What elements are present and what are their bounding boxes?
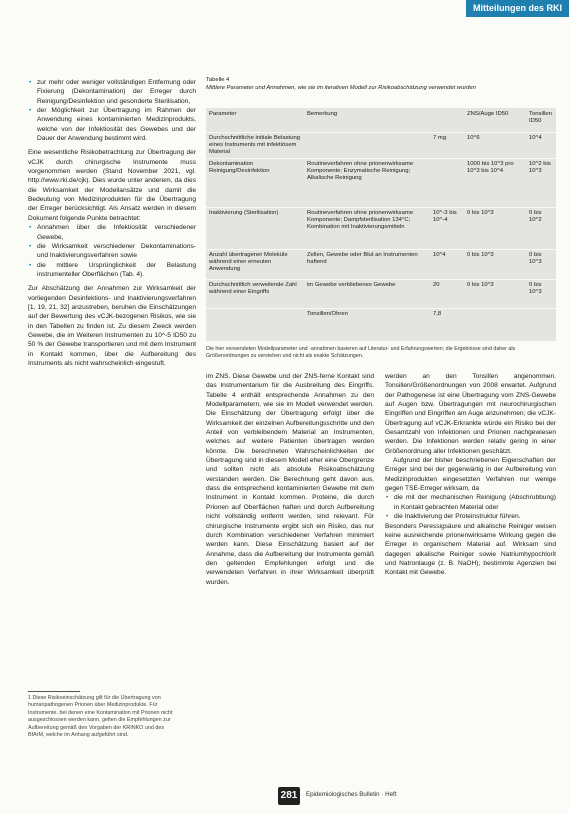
table-row: Inaktivierung (Sterilisation) Routineverfahren ohne prionenwirksame Komponente; Dampfsterilisation 134°C; Kombination mit Inaktivierungsmitteln 10^-3 bis 10^-4 0 bis 10^3 0 bis 10^2 (206, 208, 556, 250)
intro-paragraph: Eine wesentliche Risikobetrachtung zur Übertragung der vCJK durch chirurgische Instrumente muss vorgenommen werden (Stand November 2021, vgl. http://www.rki.de/cjk). Dies wurde unter anderem, da dies die Wirksamkeit der Modellansätze und damit die Bedeutung von Medizinprodukten für die Übertragung der Erreger berücksichtigt. Als Ansatz werden in diesem Dokument folgende Punkte betrachtet: (28, 149, 196, 222)
body-paragraph: im ZNS. Diese Gewebe und der ZNS-ferne Kontakt sind das Instrumentarium für die Ausbreitung des Eingriffs. Tabelle 4 enthält entsprechende Annahmen zu den Modellparametern, wie sie im Modell verwendet werden. Die Einschätzung der Übertragung erfolgt über die Wirksamkeit der einzelnen Aufbereitungsschritte und den Anteil von verbleibendem Material an Instrumenten, welches auf weitere Patienten übertragen werden könnte. Die berechneten Wahrscheinlichkeiten der Übertragung sind in diesem Modell eher eine Obergrenze und sollten nicht als absolute Risikoabschätzung verstanden werden. Die Berechnung geht davon aus, dass die entsprechend kontaminierten Gewebe mit dem Instrument in Kontakt kommen. Proteine, die durch Prionen auf Oberflächen haften und durch Aufbereitung nicht vollständig entfernt werden, sind relevant. Für chirurgische Instrumente ergibt sich ein Risiko, das nur durch Kombination verschiedener Verfahren minimiert werden kann. Diese Einschätzung basiert auf der Annahme, dass die Aufbereitung der Instrumente gemäß den geltenden Empfehlungen erfolgt und die verwendeten Verfahren in ihrer Wirksamkeit überprüft wurden. (206, 373, 374, 586)
table-row: Durchschnittlich verweilende Zahl während einer Eingriffs im Gewebe verbliebenes Gewebe 20 0 bis 10^3 0 bis 10^3 (206, 280, 556, 309)
table-header (430, 108, 464, 133)
footnote: 1 Diese Risikoeinschätzung gilt für die Übertragung von humanpathogenen Prionen über Medizinprodukte. Für Instrumente, bei denen eine Kontamination mit Prionen nicht ausgeschlossen werden kann, gelten die Empfehlungen zur Aufbereitung gemäß den Vorgaben der KRINKO und des BfArM, welche im Anhang aufgeführt sind. (28, 691, 174, 739)
table-header: ZNS/Auge ID50 (467, 111, 509, 117)
list-item: • die mit der mechanischen Reinigung (Abschrubbung) in Kontakt gebrachten Material oder (394, 493, 556, 512)
list-item: • zur mehr oder weniger vollständigen Entfernung oder Fixierung (Dekontamination) der Erreger durch Reinigung/Desinfektion und gesonderte Sterilisation, (37, 78, 196, 106)
footnote-rule (28, 691, 80, 692)
table-caption (206, 76, 556, 92)
assumption-list (28, 223, 196, 279)
body-paragraph: Besonders Peressigsäure und alkalische Reiniger weisen keine ausreichende prionenwirksame Wirkung gegen die Erreger in organischem Material auf. Wirksam sind dagegen alkalische Reiniger sowie Natriumhypochlorit und Natronlauge (z. B. NaOH), bestimmte Agenzien bei Kontakt mit Gewebe. (385, 522, 556, 577)
list-item: • der Möglichkeit zur Übertragung im Rahmen der Anwendung eines kontaminierten Medizinprodukts, welche von der Infektiosität des Gewebes und der Dauer der Anwendung bestimmt wird. (37, 106, 196, 143)
table-header: Parameter (209, 111, 237, 117)
table-row: Durchschnittliche initiale Belastung eines Instruments mit infektiösem Material 7 mg 10^6 10^4 (206, 133, 556, 159)
risk-factor-list (28, 78, 196, 143)
body-paragraph: werden an den Tonsillen angenommen. Tonsillen/Größenordnungen von 2008 erwartet. Aufgrund der Pathogenese ist eine Übertragung vom ZNS-Gewebe auf Augen bzw. Übertragungen mit neurochirurgischen Eingriffen und Eingriffen am Auge anzunehmen; die vCJK-Übertragung auf vCJK-Erkrankte würde ein Risiko bei der Gesamtzahl von Infektionen und Prionen nachgewiesen werden. Die Infektionen werden relativ gering in einer Größenordnung aller Infektionen geschätzt. (385, 373, 556, 455)
page-number: 281 (278, 787, 300, 805)
table-row: Dekontamination Reinigung/Desinfektion Routineverfahren ohne prionenwirksame Komponente; Enzymatische Reinigung; Alkalische Reinigung 1000 bis 10^3 pro 10^3 bis 10^4 10^2 bis 10^3 (206, 159, 556, 208)
list-item: • Annahmen über die Infektiosität verschiedener Gewebe, (37, 223, 196, 242)
table-caption-text: Mittlere Parameter und Annahmen, wie sie im iterativen Modell zur Risikoabschätzung verwendet wurden (206, 85, 476, 91)
list-item: • die mittlere Ursprünglichkeit der Belastung instrumenteller Oberflächen (Tab. 4). (37, 261, 196, 280)
table-row: Tonsillen/Ohren 7,8 (206, 309, 556, 325)
left-column (28, 78, 196, 368)
table-header: Tonsillen ID50 (529, 111, 552, 124)
journal-name: Epidemiologisches Bulletin · Heft (306, 791, 397, 798)
right-column (385, 372, 556, 578)
body-paragraph: Zur Abschätzung der Annahmen zur Wirksamkeit der vorliegenden Desinfektions- und Inaktivierungsverfahren [1, 19, 21, 32] anzustreben, beruhen die Einschätzungen auf der Bewertung des vCJK-bezogenen Risikos, wie sie in den Tabellen zu finden ist. Zu diesem Zweck werden Gewebe, die im Weiteren Instrumenten zu 10^-5 ID50 zu 50 % der Gewebe transportieren und mit dem Instrument in Kontakt kommen, über die Aufbereitung des Instruments als nicht wahrscheinlich eingestuft. (28, 285, 196, 367)
table-header: Bemerkung (307, 111, 338, 117)
list-item: • die Inaktivierung der Proteinstruktur führen. (394, 512, 556, 521)
body-paragraph: Aufgrund der bisher beschriebenen Eigenschaften der Erreger sind bei der gegenwärtig in der Aufbereitung von Medizinprodukten eingesetzten Verfahren nur wenige gegen TSE-Erreger wirksam, da (385, 457, 556, 493)
table-label: Tabelle 4 (206, 77, 230, 83)
table-row: Anzahl übertragener Moleküle während einer erneuten Anwendung Zellen, Gewebe oder Blut an Instrumenten haftend 10^4 0 bis 10^3 0 bis 10^3 (206, 250, 556, 280)
parameter-table (206, 108, 556, 341)
section-header: Mitteilungen des RKI (466, 0, 569, 17)
inactivation-list (385, 493, 556, 521)
middle-column (206, 372, 374, 587)
table-note: Die hier verwendeten Modellparameter und -annahmen basieren auf Literatur- und Erfahrungswerten; die Ergebnisse sind daher als Größenordnungen zu verstehen und nicht als exakte Schätzungen. (206, 346, 516, 359)
list-item: • die Wirksamkeit verschiedener Dekontaminations- und Inaktivierungsverfahren sowie (37, 242, 196, 261)
